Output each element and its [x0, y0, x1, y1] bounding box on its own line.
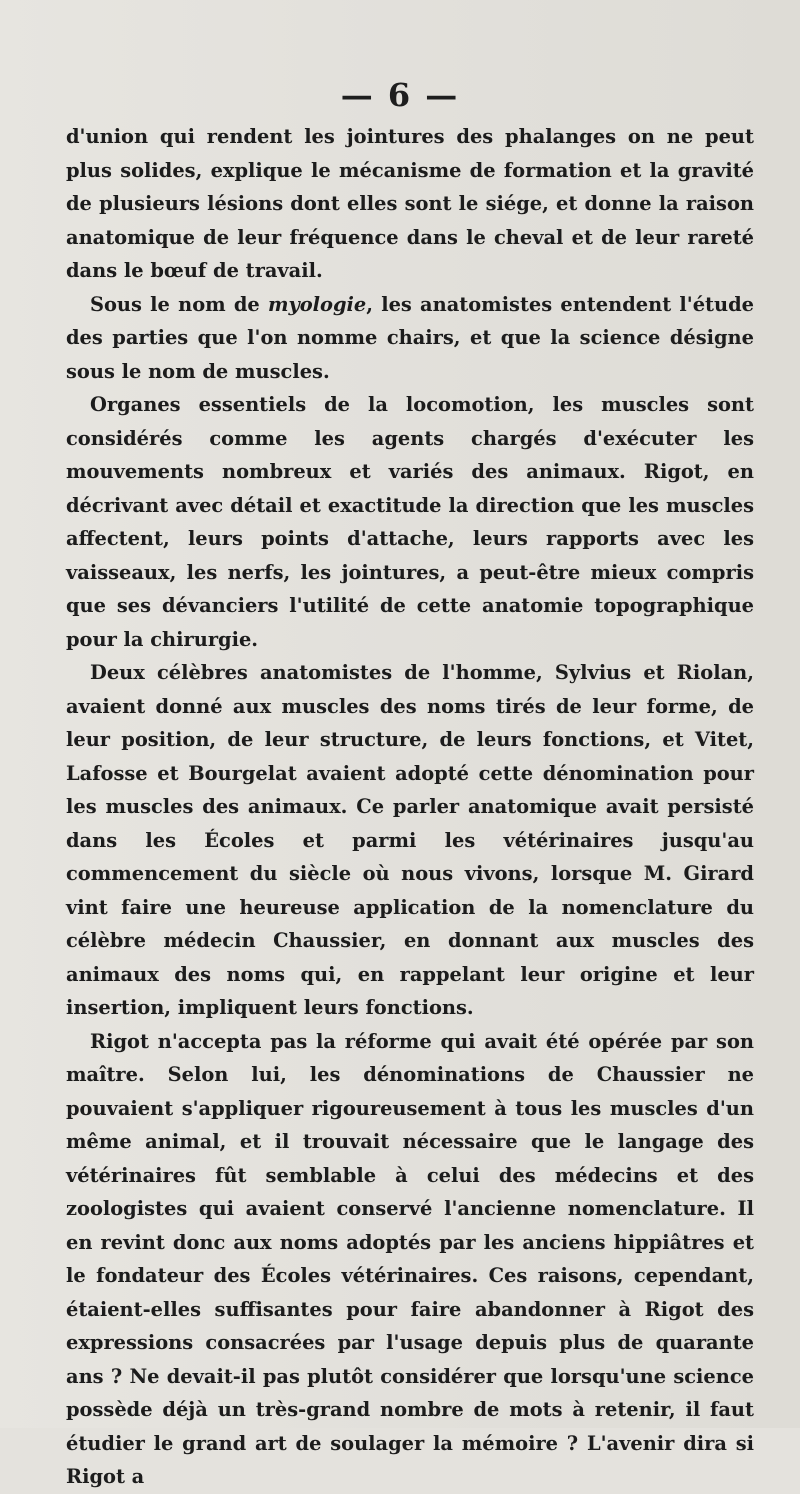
- paragraph-myologie-lead: Sous le nom de: [90, 292, 268, 316]
- paragraph-myologie-rest: , les anatomistes entendent l'étude des parties que l'on nomme chairs, et que la science désigne sous le nom de muscles.: [66, 292, 754, 383]
- paragraph-organes: Organes essentiels de la locomotion, les muscles sont considérés comme les agents chargés d'exécuter les mouvements nombreux et variés des animaux. Rigot, en décrivant avec détail et exactitude la direction que les muscles affectent, leurs points d'attache, leurs rapports avec les vaisseaux, les nerfs, les jointures, a peut-être mieux compris que ses dévanciers l'utilité de cette anatomie topographique pour la chirurgie.: [66, 393, 754, 651]
- paragraph-continuation: d'union qui rendent les jointures des phalanges on ne peut plus solides, explique le mécanisme de formation et la gravité de plusieurs lésions dont elles sont le siége, et donne la raison anatomique de leur fréquence dans le cheval et de leur rareté dans le bœuf de travail.: [66, 125, 754, 282]
- paragraph-myologie: [66, 288, 754, 389]
- term-myologie: myologie: [267, 292, 367, 316]
- body-text: [66, 120, 754, 1494]
- page-number: — 6 —: [340, 76, 460, 114]
- paragraph-anatomistes: Deux célèbres anatomistes de l'homme, Sylvius et Riolan, avaient donné aux muscles des noms tirés de leur forme, de leur position, de leur structure, de leurs fonctions, et Vitet, Lafosse et Bourgelat avaient adopté cette dénomination pour les muscles des animaux. Ce parler anatomique avait persisté dans les Écoles et parmi les vétérinaires jusqu'au commencement du siècle où nous vivons, lorsque M. Girard vint faire une heureuse application de la nomenclature du célèbre médecin Chaussier, en donnant aux muscles des animaux des noms qui, en rappelant leur origine et leur insertion, impliquent leurs fonctions.: [66, 661, 754, 1019]
- paragraph-rigot: Rigot n'accepta pas la réforme qui avait été opérée par son maître. Selon lui, les dénominations de Chaussier ne pouvaient s'appliquer rigoureusement à tous les muscles d'un même animal, et il trouvait nécessaire que le langage des vétérinaires fût semblable à celui des médecins et des zoologistes qui avaient conservé l'ancienne nomenclature. Il en revint donc aux noms adoptés par les anciens hippiâtres et le fondateur des Écoles vétérinaires. Ces raisons, cependant, étaient-elles suffisantes pour faire abandonner à Rigot des expressions consacrées par l'usage depuis plus de quarante ans ? Ne devait-il pas plutôt considérer que lorsqu'une science possède déjà un très-grand nombre de mots à retenir, il faut étudier le grand art de soulager la mémoire ? L'avenir dira si Rigot a: [66, 1029, 754, 1488]
